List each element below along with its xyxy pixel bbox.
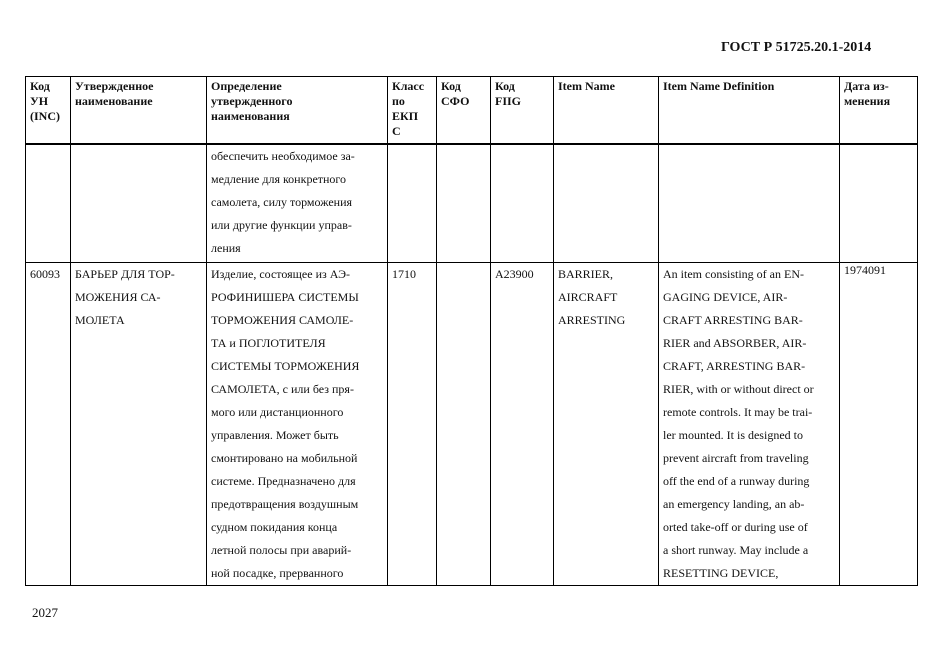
cell-sfo: [437, 263, 491, 586]
text-line: МОЛЕТА: [75, 313, 125, 327]
column-header-sfo: [437, 77, 491, 145]
text-line: или другие функции управ-: [211, 218, 352, 232]
cell-change-date: 1974091: [840, 263, 918, 586]
text-line: УН: [30, 94, 49, 108]
cell-approved-name: [71, 263, 207, 586]
text-line: летной полосы при аварий-: [211, 543, 352, 557]
cell-fiig: [491, 144, 554, 263]
text-line: СИСТЕМЫ ТОРМОЖЕНИЯ: [211, 359, 360, 373]
cell-class: [388, 144, 437, 263]
cell-sfo: [437, 144, 491, 263]
cell-inc: [26, 144, 71, 263]
text-line: ЕКП: [392, 109, 419, 123]
text-line: СФО: [441, 94, 470, 108]
text-line: ARRESTING: [558, 313, 626, 327]
text-line: Item Name Definition: [663, 79, 775, 93]
text-line: самолета, силу торможения: [211, 195, 353, 209]
text-line: remote controls. It may be trai-: [663, 405, 813, 419]
table-row-continuation: [26, 144, 918, 263]
text-line: мого или дистанционного: [211, 405, 344, 419]
text-line: наименования: [211, 109, 290, 123]
text-line: a short runway. May include a: [663, 543, 809, 557]
text-line: RIER, with or without direct or: [663, 382, 814, 396]
column-header-definition: [207, 77, 388, 145]
text-line: RESETTING DEVICE,: [663, 566, 779, 580]
text-line: orted take-off or during use of: [663, 520, 808, 534]
cell-fiig: A23900: [491, 263, 554, 586]
text-line: Класс: [392, 79, 425, 93]
text-line: медление для конкретного: [211, 172, 347, 186]
text-line: БАРЬЕР ДЛЯ ТОР-: [75, 267, 175, 281]
column-header-inc: [26, 77, 71, 145]
text-line: наименование: [75, 94, 153, 108]
text-line: an emergency landing, an ab-: [663, 497, 805, 511]
text-line: An item consisting of an EN-: [663, 267, 804, 281]
text-line: ной посадке, прерванного: [211, 566, 344, 580]
text-line: Определение: [211, 79, 282, 93]
text-line: предотвращения воздушным: [211, 497, 359, 511]
text-line: AIRCRAFT: [558, 290, 618, 304]
text-line: Изделие, состоящее из АЭ-: [211, 267, 351, 281]
text-line: Код: [495, 79, 515, 93]
text-line: ler mounted. It is designed to: [663, 428, 803, 442]
text-line: Код: [441, 79, 461, 93]
text-line: системе. Предназначено для: [211, 474, 356, 488]
cell-definition: [207, 144, 388, 263]
text-line: CRAFT, ARRESTING BAR-: [663, 359, 806, 373]
text-line: МОЖЕНИЯ СА-: [75, 290, 161, 304]
text-line: prevent aircraft from traveling: [663, 451, 809, 465]
text-line: (INC): [30, 109, 60, 123]
text-line: Код: [30, 79, 50, 93]
column-header-item-name: [554, 77, 659, 145]
classification-table: [25, 76, 918, 586]
cell-approved-name: [71, 144, 207, 263]
document-standard-code: ГОСТ Р 51725.20.1-2014: [721, 40, 872, 55]
text-line: смонтировано на мобильной: [211, 451, 358, 465]
text-line: С: [392, 124, 401, 138]
text-line: менения: [844, 94, 891, 108]
text-line: RIER and ABSORBER, AIR-: [663, 336, 807, 350]
text-line: BARRIER,: [558, 267, 614, 281]
column-header-change-date: [840, 77, 918, 145]
text-line: судном покидания конца: [211, 520, 338, 534]
cell-change-date: [840, 144, 918, 263]
cell-definition: [207, 263, 388, 586]
page-number: 2027: [32, 605, 58, 620]
text-line: Item Name: [558, 79, 615, 93]
text-line: управления. Может быть: [211, 428, 339, 442]
table-row-60093: [26, 263, 918, 586]
cell-inc: 60093: [26, 263, 71, 586]
text-line: Дата из-: [844, 79, 889, 93]
cell-class: 1710: [388, 263, 437, 586]
cell-item-name-definition: [659, 144, 840, 263]
cell-item-name: [554, 144, 659, 263]
column-header-item-name-definition: [659, 77, 840, 145]
text-line: ТА и ПОГЛОТИТЕЛЯ: [211, 336, 326, 350]
column-header-fiig: [491, 77, 554, 145]
text-line: РОФИНИШЕРА СИСТЕМЫ: [211, 290, 359, 304]
column-header-approved-name: [71, 77, 207, 145]
text-line: утвержденного: [211, 94, 293, 108]
text-line: обеспечить необходимое за-: [211, 149, 355, 163]
text-line: САМОЛЕТА, с или без пря-: [211, 382, 354, 396]
text-line: ления: [211, 241, 241, 255]
text-line: по: [392, 94, 405, 108]
table-header-row: [26, 77, 918, 145]
text-line: FIIG: [495, 94, 522, 108]
text-line: Утвержденное: [75, 79, 154, 93]
text-line: GAGING DEVICE, AIR-: [663, 290, 788, 304]
cell-item-name-definition: [659, 263, 840, 586]
text-line: CRAFT ARRESTING BAR-: [663, 313, 803, 327]
text-line: ТОРМОЖЕНИЯ САМОЛЕ-: [211, 313, 354, 327]
text-line: off the end of a runway during: [663, 474, 810, 488]
cell-item-name: [554, 263, 659, 586]
column-header-class: [388, 77, 437, 145]
